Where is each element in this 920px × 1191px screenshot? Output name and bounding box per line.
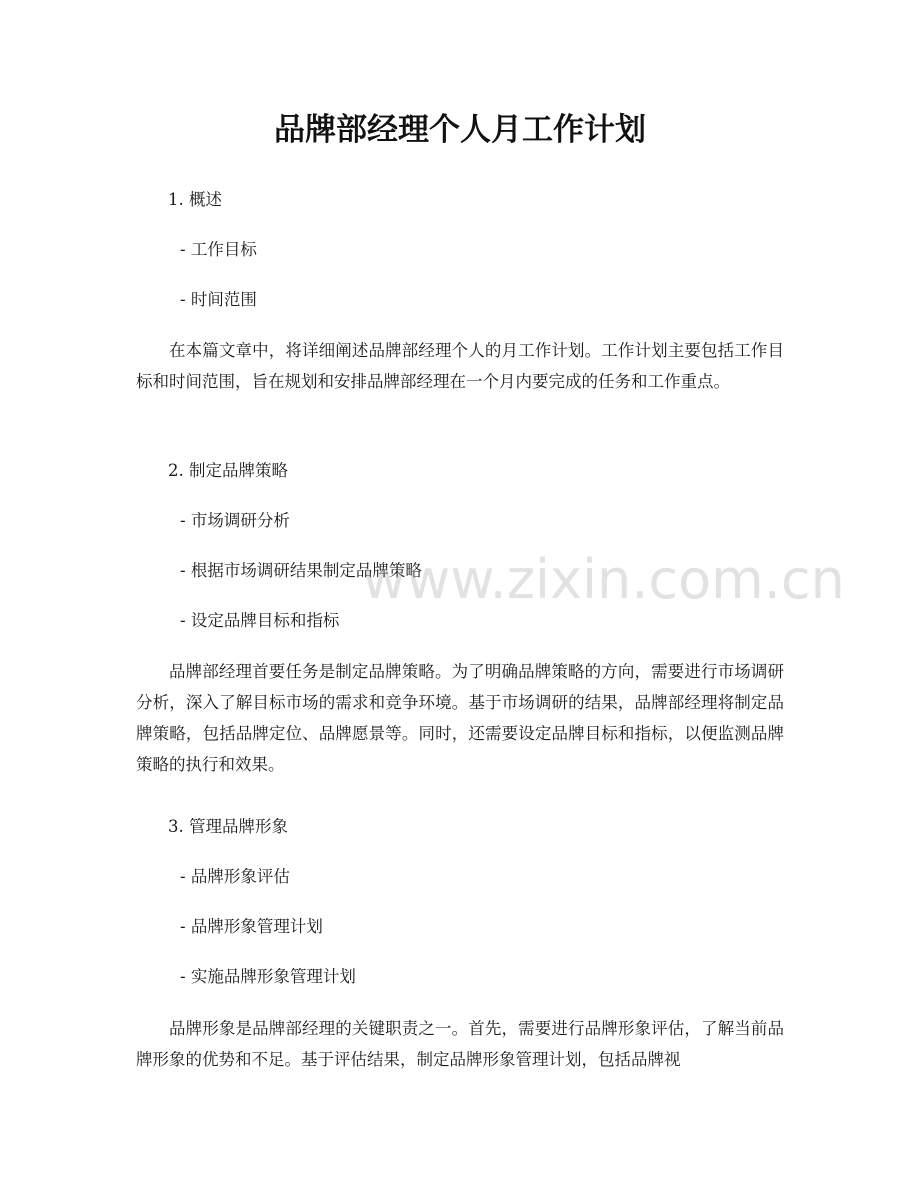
bullet-item: - 时间范围 — [180, 290, 257, 309]
section-paragraph: 品牌形象是品牌部经理的关键职责之一。首先，需要进行品牌形象评估，了解当前品牌形象的优势和不足。基于评估结果，制定品牌形象管理计划，包括品牌视 — [136, 1019, 784, 1069]
section-paragraph: 在本篇文章中，将详细阐述品牌部经理个人的月工作计划。工作计划主要包括工作目标和时间范围，旨在规划和安排品牌部经理在一个月内要完成的任务和工作重点。 — [136, 341, 784, 391]
bullet-item: - 品牌形象管理计划 — [180, 917, 323, 936]
bullet-item: - 品牌形象评估 — [180, 867, 290, 886]
bullet-item: - 实施品牌形象管理计划 — [180, 967, 356, 986]
bullet-item: - 工作目标 — [180, 240, 257, 259]
bullet-item: - 根据市场调研结果制定品牌策略 — [180, 561, 422, 580]
document-title: 品牌部经理个人月工作计划 — [274, 112, 646, 148]
watermark-text: www.zixin.com.cn — [362, 548, 845, 611]
bullet-item: - 市场调研分析 — [180, 511, 290, 530]
section-paragraph: 品牌部经理首要任务是制定品牌策略。为了明确品牌策略的方向，需要进行市场调研分析，深入了解目标市场的需求和竞争环境。基于市场调研的结果，品牌部经理将制定品牌策略，包括品牌定位、品牌愿景等。同时，还需要设定品牌目标和指标，以便监测品牌策略的执行和效果。 — [136, 662, 784, 774]
bullet-item: - 设定品牌目标和指标 — [180, 611, 340, 630]
section-heading: 1. 概述 — [168, 190, 222, 209]
section-heading: 3. 管理品牌形象 — [168, 817, 288, 836]
section-heading: 2. 制定品牌策略 — [168, 461, 288, 480]
